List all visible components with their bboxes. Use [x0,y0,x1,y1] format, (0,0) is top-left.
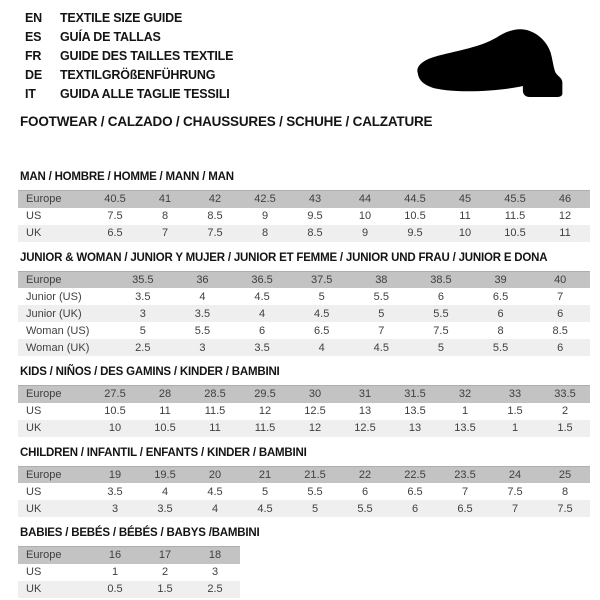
size-value: 4 [190,500,240,517]
size-value: 8.5 [207,210,223,222]
size-value: 4 [232,305,292,322]
size-value: 10.5 [404,210,426,222]
size-value: 30 [290,386,340,403]
size-value: 10 [440,225,490,242]
size-value: 4 [199,290,206,303]
size-value: 40 [530,271,590,288]
language-code: ES [25,30,42,44]
size-value: 10 [90,420,140,437]
language-label: GUIDE DES TAILLES TEXTILE [60,49,234,63]
size-value: 10 [358,210,372,222]
language-code: IT [25,87,36,101]
size-value: 4 [292,339,352,356]
size-row [18,225,590,242]
row-label: Woman (US) [26,324,90,337]
row-label: Junior (UK) [18,305,113,322]
size-value: 6 [361,485,369,498]
size-value: 4.5 [254,290,270,303]
size-value: 4.5 [207,485,223,498]
size-value: 38.5 [411,271,471,288]
size-value: 37.5 [292,271,352,288]
language-label: TEXTILE SIZE GUIDE [60,11,183,25]
row-label: US [26,405,42,417]
dress-shoe-icon [398,18,594,102]
size-value: 6.5 [407,485,423,498]
language-label: TEXTILGRÖßENFÜHRUNG [60,68,216,82]
size-value: 3 [113,305,173,322]
size-value: 11 [190,420,240,437]
category-title: FOOTWEAR / CALZADO / CHAUSSURES / SCHUHE / CALZATURE [20,114,433,129]
language-label: GUIDA ALLE TAGLIE TESSILI [60,87,230,101]
size-table-section [18,366,600,437]
row-label: UK [18,420,90,437]
size-value: 3.5 [135,290,151,303]
size-value: 31.5 [390,386,440,403]
row-label: Woman (UK) [18,339,113,356]
row-label: Europe [18,386,90,403]
size-value: 7.5 [107,210,123,222]
size-value: 27.5 [90,386,140,403]
size-value: 1.5 [507,405,523,417]
size-value: 3.5 [173,305,233,322]
size-row [18,339,590,356]
size-value: 22 [340,466,390,483]
size-value: 3 [90,500,140,517]
size-value: 12 [290,420,340,437]
size-row [18,483,590,500]
size-value: 3.5 [107,485,123,498]
size-table [18,385,590,437]
size-value: 29.5 [240,386,290,403]
size-value: 12 [558,210,572,222]
size-value: 41 [140,191,190,208]
size-value: 13.5 [440,420,490,437]
size-value: 8 [497,324,504,337]
size-table-section [18,447,600,518]
size-row [18,403,590,420]
size-value: 45 [440,191,490,208]
size-value: 11 [459,210,471,222]
size-value: 9.5 [390,225,440,242]
size-value: 13 [390,420,440,437]
size-value: 28.5 [190,386,240,403]
size-value: 8 [561,485,569,498]
size-value: 7.5 [540,500,590,517]
table-title: JUNIOR & WOMAN / JUNIOR Y MUJER / JUNIOR ET FEMME / JUNIOR UND FRAU / JUNIOR E DONA [20,251,548,264]
size-value: 3.5 [140,500,190,517]
size-value: 5.5 [373,290,389,303]
size-header-row [18,386,590,403]
size-value: 5.5 [340,500,390,517]
size-value: 12.5 [340,420,390,437]
size-value: 12.5 [304,405,326,417]
size-header-row [18,271,590,288]
size-value: 11 [540,225,590,242]
size-row [18,322,590,339]
size-header-row [18,191,590,208]
size-value: 10.5 [140,420,190,437]
size-value: 36.5 [232,271,292,288]
size-value: 20 [190,466,240,483]
size-value: 7 [490,500,540,517]
size-table [18,546,240,598]
size-row [18,288,590,305]
size-value: 11.5 [240,420,290,437]
table-title: CHILDREN / INFANTIL / ENFANTS / KINDER / BAMBINI [20,446,307,459]
size-value: 36 [173,271,233,288]
size-value: 35.5 [113,271,173,288]
size-value: 11 [159,405,171,417]
size-value: 4.5 [292,305,352,322]
row-label: UK [18,500,90,517]
size-value: 9 [340,225,390,242]
size-value: 33.5 [540,386,590,403]
size-value: 1 [490,420,540,437]
size-table-section [18,171,600,242]
size-value: 5.5 [471,339,531,356]
table-title: MAN / HOMBRE / HOMME / MANN / MAN [20,171,234,183]
size-value: 5 [139,324,146,337]
size-value: 24 [490,466,540,483]
size-tables [18,171,600,598]
row-label: UK [18,581,90,598]
size-value: 7.5 [507,485,523,498]
size-value: 45.5 [490,191,540,208]
size-value: 2.5 [190,581,240,598]
size-value: 5.5 [307,485,323,498]
size-value: 6 [437,290,444,303]
size-value: 1 [461,405,469,417]
size-value: 5 [411,339,471,356]
size-value: 0.5 [90,581,140,598]
size-value: 2 [161,566,169,578]
size-row [18,305,590,322]
size-value: 5.5 [194,324,211,337]
size-value: 23.5 [440,466,490,483]
size-value: 7 [557,290,564,303]
size-value: 2.5 [113,339,173,356]
size-value: 10.5 [104,405,126,417]
size-table [18,466,590,518]
size-value: 39 [471,271,531,288]
size-value: 42 [190,191,240,208]
size-value: 4.5 [352,339,412,356]
size-value: 3.5 [232,339,292,356]
size-value: 6 [259,324,266,337]
size-value: 5 [261,485,269,498]
language-code: EN [25,11,42,25]
size-value: 6 [390,500,440,517]
size-value: 21.5 [290,466,340,483]
size-value: 40.5 [90,191,140,208]
size-value: 2 [561,405,569,417]
size-value: 22.5 [390,466,440,483]
size-row [18,420,590,437]
size-value: 8.5 [552,324,568,337]
size-table [18,190,590,242]
row-label: Junior (US) [26,290,82,303]
size-row [18,208,590,225]
size-value: 5 [318,290,325,303]
size-header-row [18,466,590,483]
size-value: 4 [161,485,169,498]
size-value: 9 [261,210,269,222]
size-value: 9.5 [307,210,323,222]
size-row [18,564,240,581]
row-label: Europe [18,191,90,208]
language-label: GUÍA DE TALLAS [60,30,161,44]
size-value: 28 [140,386,190,403]
language-code: FR [25,49,42,63]
size-table-section [18,252,600,357]
size-value: 11.5 [504,210,526,222]
table-title: BABIES / BEBÉS / BÉBÉS / BABYS /BAMBINI [20,527,260,539]
size-value: 1.5 [540,420,590,437]
size-value: 31 [340,386,390,403]
size-value: 3 [211,566,219,578]
row-label: UK [18,225,90,242]
size-value: 6 [530,305,590,322]
size-value: 13 [358,405,372,417]
size-value: 33 [490,386,540,403]
size-value: 6.5 [314,324,330,337]
size-value: 46 [540,191,590,208]
size-value: 11.5 [204,405,226,417]
size-value: 1 [111,566,119,578]
size-value: 1.5 [140,581,190,598]
size-value: 38 [352,271,412,288]
size-value: 8 [161,210,169,222]
size-value: 7 [378,324,385,337]
size-value: 8 [240,225,290,242]
size-value: 4.5 [240,500,290,517]
size-value: 12 [258,405,272,417]
size-value: 18 [190,547,240,564]
size-header-row [18,547,240,564]
size-value: 6.5 [440,500,490,517]
size-value: 8.5 [290,225,340,242]
size-table-section [18,527,600,598]
size-value: 16 [90,547,140,564]
size-value: 7.5 [433,324,449,337]
row-label: Europe [18,547,90,564]
row-label: Europe [18,271,113,288]
size-value: 44 [340,191,390,208]
size-table [18,271,590,357]
size-value: 17 [140,547,190,564]
size-value: 10.5 [490,225,540,242]
size-row [18,500,590,517]
size-value: 5.5 [411,305,471,322]
size-value: 19 [90,466,140,483]
size-value: 19.5 [140,466,190,483]
size-value: 7 [461,485,469,498]
size-value: 3 [173,339,233,356]
row-label: US [26,566,42,578]
size-row [18,581,240,598]
size-value: 43 [290,191,340,208]
row-label: US [26,485,42,498]
row-label: Europe [18,466,90,483]
size-value: 5 [352,305,412,322]
size-value: 5 [290,500,340,517]
size-value: 7.5 [190,225,240,242]
size-value: 44.5 [390,191,440,208]
size-value: 6.5 [90,225,140,242]
size-value: 32 [440,386,490,403]
size-value: 25 [540,466,590,483]
size-value: 7 [140,225,190,242]
language-code: DE [25,68,42,82]
size-value: 13.5 [404,405,426,417]
row-label: US [26,210,42,222]
size-value: 42.5 [240,191,290,208]
table-title: KIDS / NIÑOS / DES GAMINS / KINDER / BAMBINI [20,366,280,378]
size-value: 21 [240,466,290,483]
size-value: 6 [530,339,590,356]
size-value: 6.5 [492,290,509,303]
size-value: 6 [471,305,531,322]
